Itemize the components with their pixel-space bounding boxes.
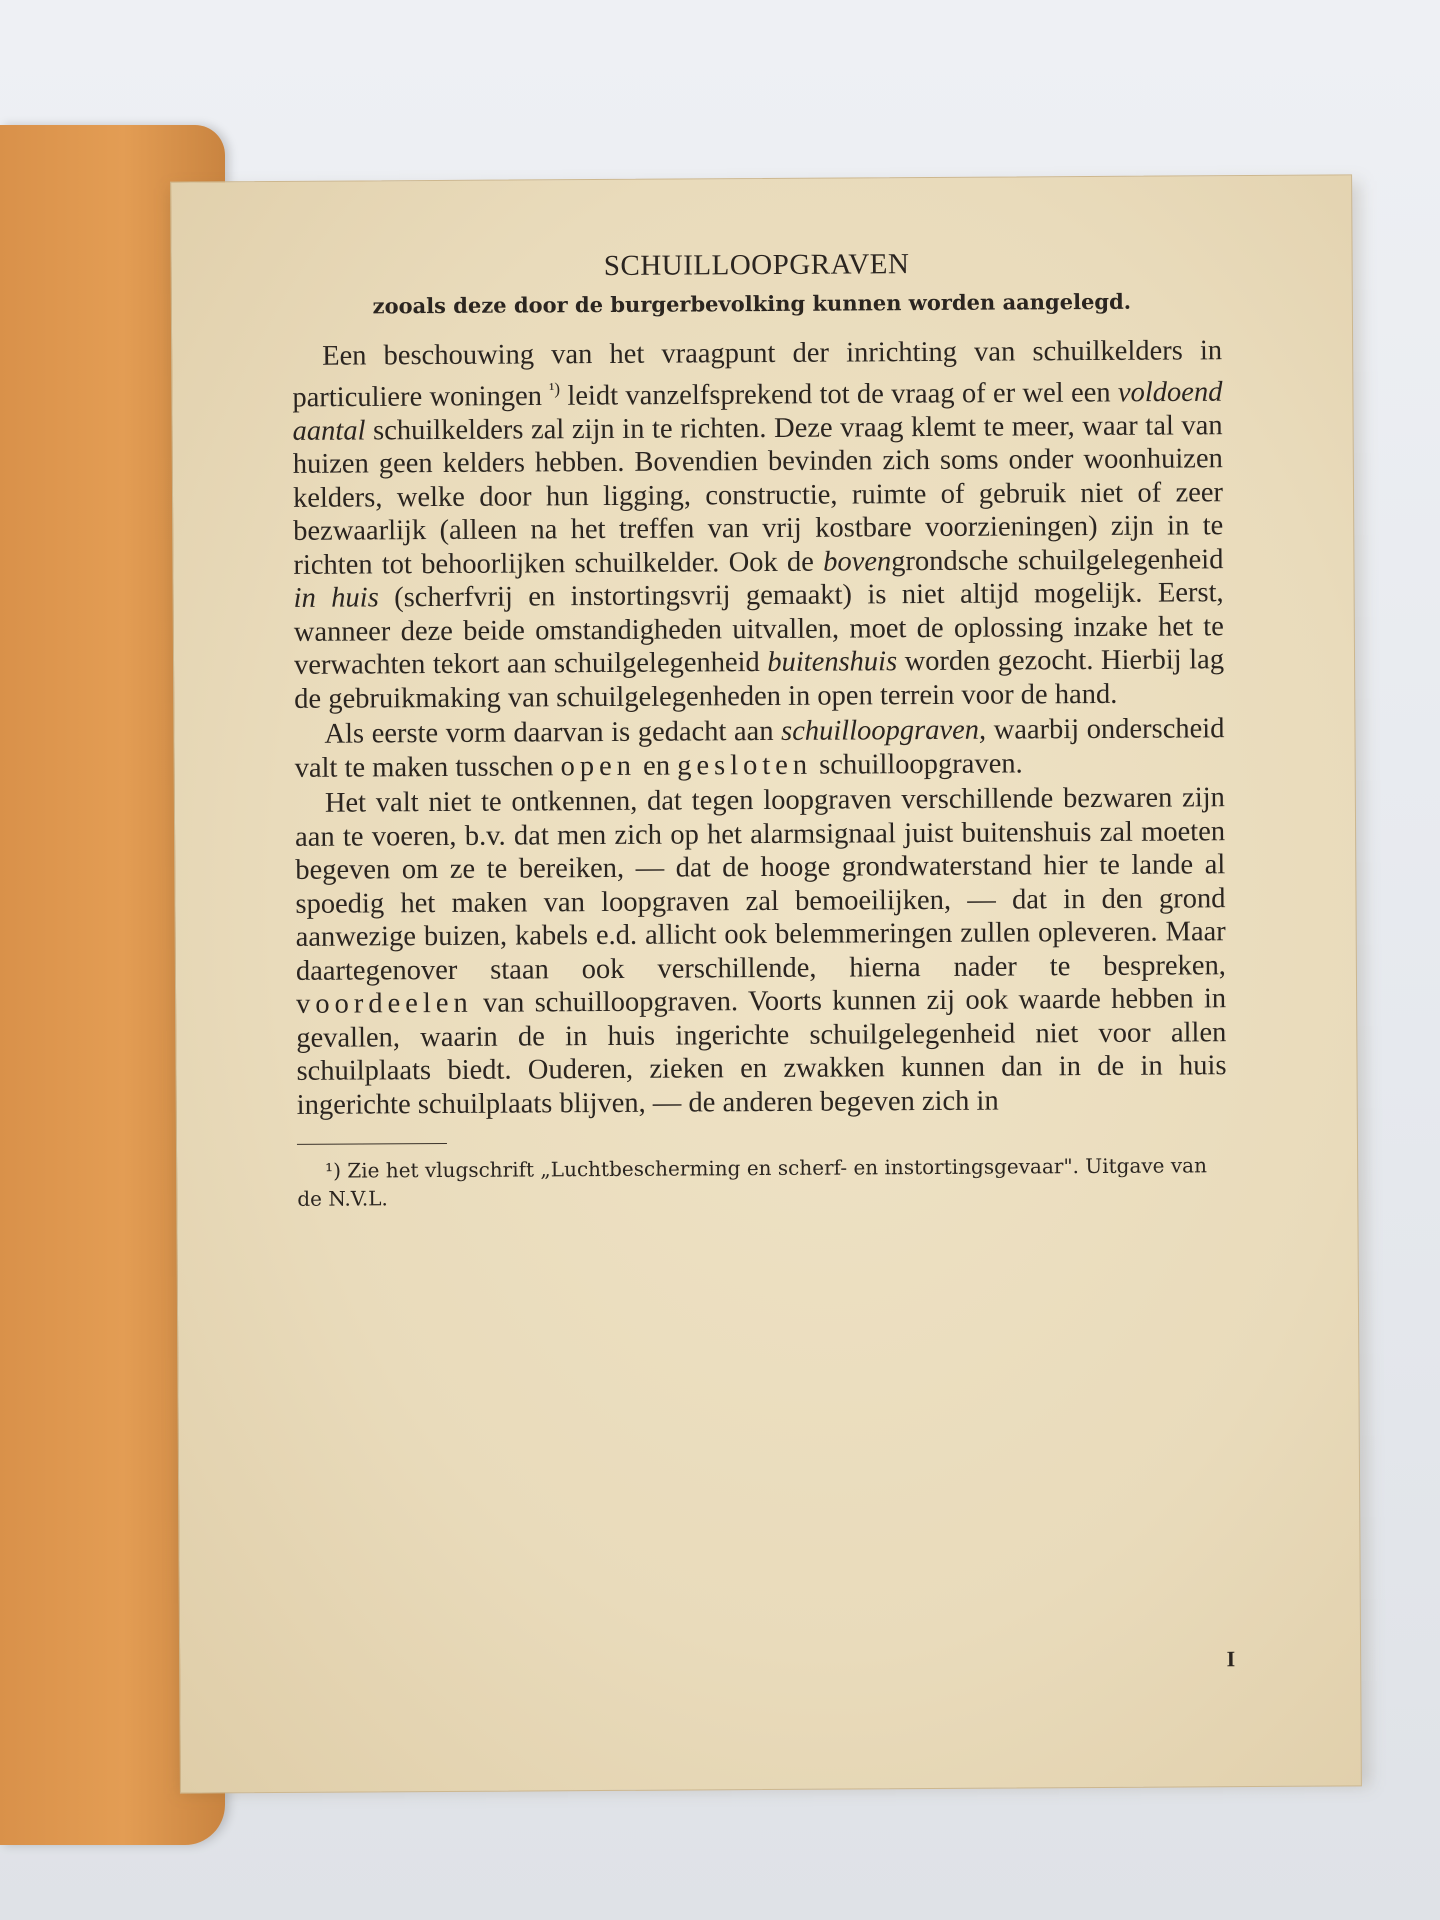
- page-subtitle: zooals deze door de burgerbevolking kunnen worden aangelegd.: [372, 288, 1132, 319]
- italic-run: buitenshuis: [767, 646, 898, 678]
- spaced-run: voordeelen: [296, 987, 473, 1020]
- italic-run: in huis: [293, 582, 379, 614]
- page-title: SCHUILLOOPGRAVEN: [603, 248, 910, 282]
- text-run: waarbij onderscheid valt te maken tusschen: [294, 713, 1225, 784]
- text-run: Als eerste vorm daarvan is gedacht aan: [324, 715, 782, 750]
- text-run: schuilloopgraven.: [812, 747, 1023, 781]
- paragraph-2: [294, 712, 1224, 785]
- text-run: en: [635, 750, 678, 782]
- text-run: schuilkelders zal zijn in te richten. Deze vraag klemt te meer, waar tal van huizen geen kelders hebben. Bovendien bevinden zich soms onder woonhuizen kelders, welke door hun ligging, constructie, ruimte of gebruik niet of zeer bezwaarlijk (alleen na het treffen van vrij kostbare voorzieningen) zijn in te richten tot behoorlijken schuilkelder. Ook de: [292, 409, 1224, 581]
- text-run: van schuilloopgraven. Voorts kunnen zij ook waarde hebben in gevallen, waarin de in huis ingerichte schuilgelegenheid niet voor allen schuilplaats biedt. Ouderen, zieken en zwakken kunnen dan in de in huis ingerichte schuilplaats blijven, — de anderen begeven zich in: [296, 983, 1227, 1121]
- page-number: I: [1226, 1646, 1236, 1672]
- text-run: worden gezocht. Hierbij lag de gebruikmaking van schuilgelegenheden in open terrein voor de hand.: [294, 644, 1225, 715]
- footnote-divider: [297, 1143, 447, 1145]
- text-run: Een beschouwing van het vraagpunt der inrichting van schuilkelders in particuliere woningen: [292, 335, 1223, 413]
- italic-run: boven: [823, 545, 892, 578]
- text-run: (scherfvrij en instortingsvrij gemaakt) is niet altijd mogelijk. Eerst, wanneer deze beide omstandigheden uitvallen, moet de oplossing inzake het te verwachten tekort aan schuilgelegenheid: [293, 577, 1224, 681]
- spaced-run: open: [560, 750, 637, 782]
- text-run: grondsche schuilgelegenheid: [891, 543, 1224, 577]
- paragraph-1: [292, 334, 1224, 716]
- spaced-run: gesloten: [677, 749, 813, 782]
- text-run: Het valt niet te ontkennen, dat tegen loopgraven verschillende bezwaren zijn aan te voeren, b.v. dat men zich op het alarmsignaal juist buitenshuis zal moeten begeven om ze te bereiken, — dat de hooge grondwaterstand hier te lande al spoedig het maken van loopgraven zal bemoeilijken, — dat in den grond aanwezige buizen, kabels e.d. allicht ook belemmeringen zullen opleveren. Maar daartegenover staan ook verschillende, hierna nader te bespreken,: [294, 782, 1226, 987]
- page-content: [292, 246, 1228, 1213]
- italic-run: schuilloopgraven,: [781, 714, 987, 747]
- paragraph-3: [295, 781, 1227, 1122]
- booklet-page: [170, 174, 1362, 1793]
- italic-run: voldoend aantal: [292, 376, 1223, 447]
- footnote: ¹) Zie het vlugschrift „Luchtbescherming en scherf- en instortingsgevaar". Uitgave van de N.V.L.: [297, 1153, 1208, 1211]
- text-run: leidt vanzelfsprekend tot de vraag of er wel een: [559, 376, 1119, 412]
- footnote-marker: ¹): [549, 378, 561, 398]
